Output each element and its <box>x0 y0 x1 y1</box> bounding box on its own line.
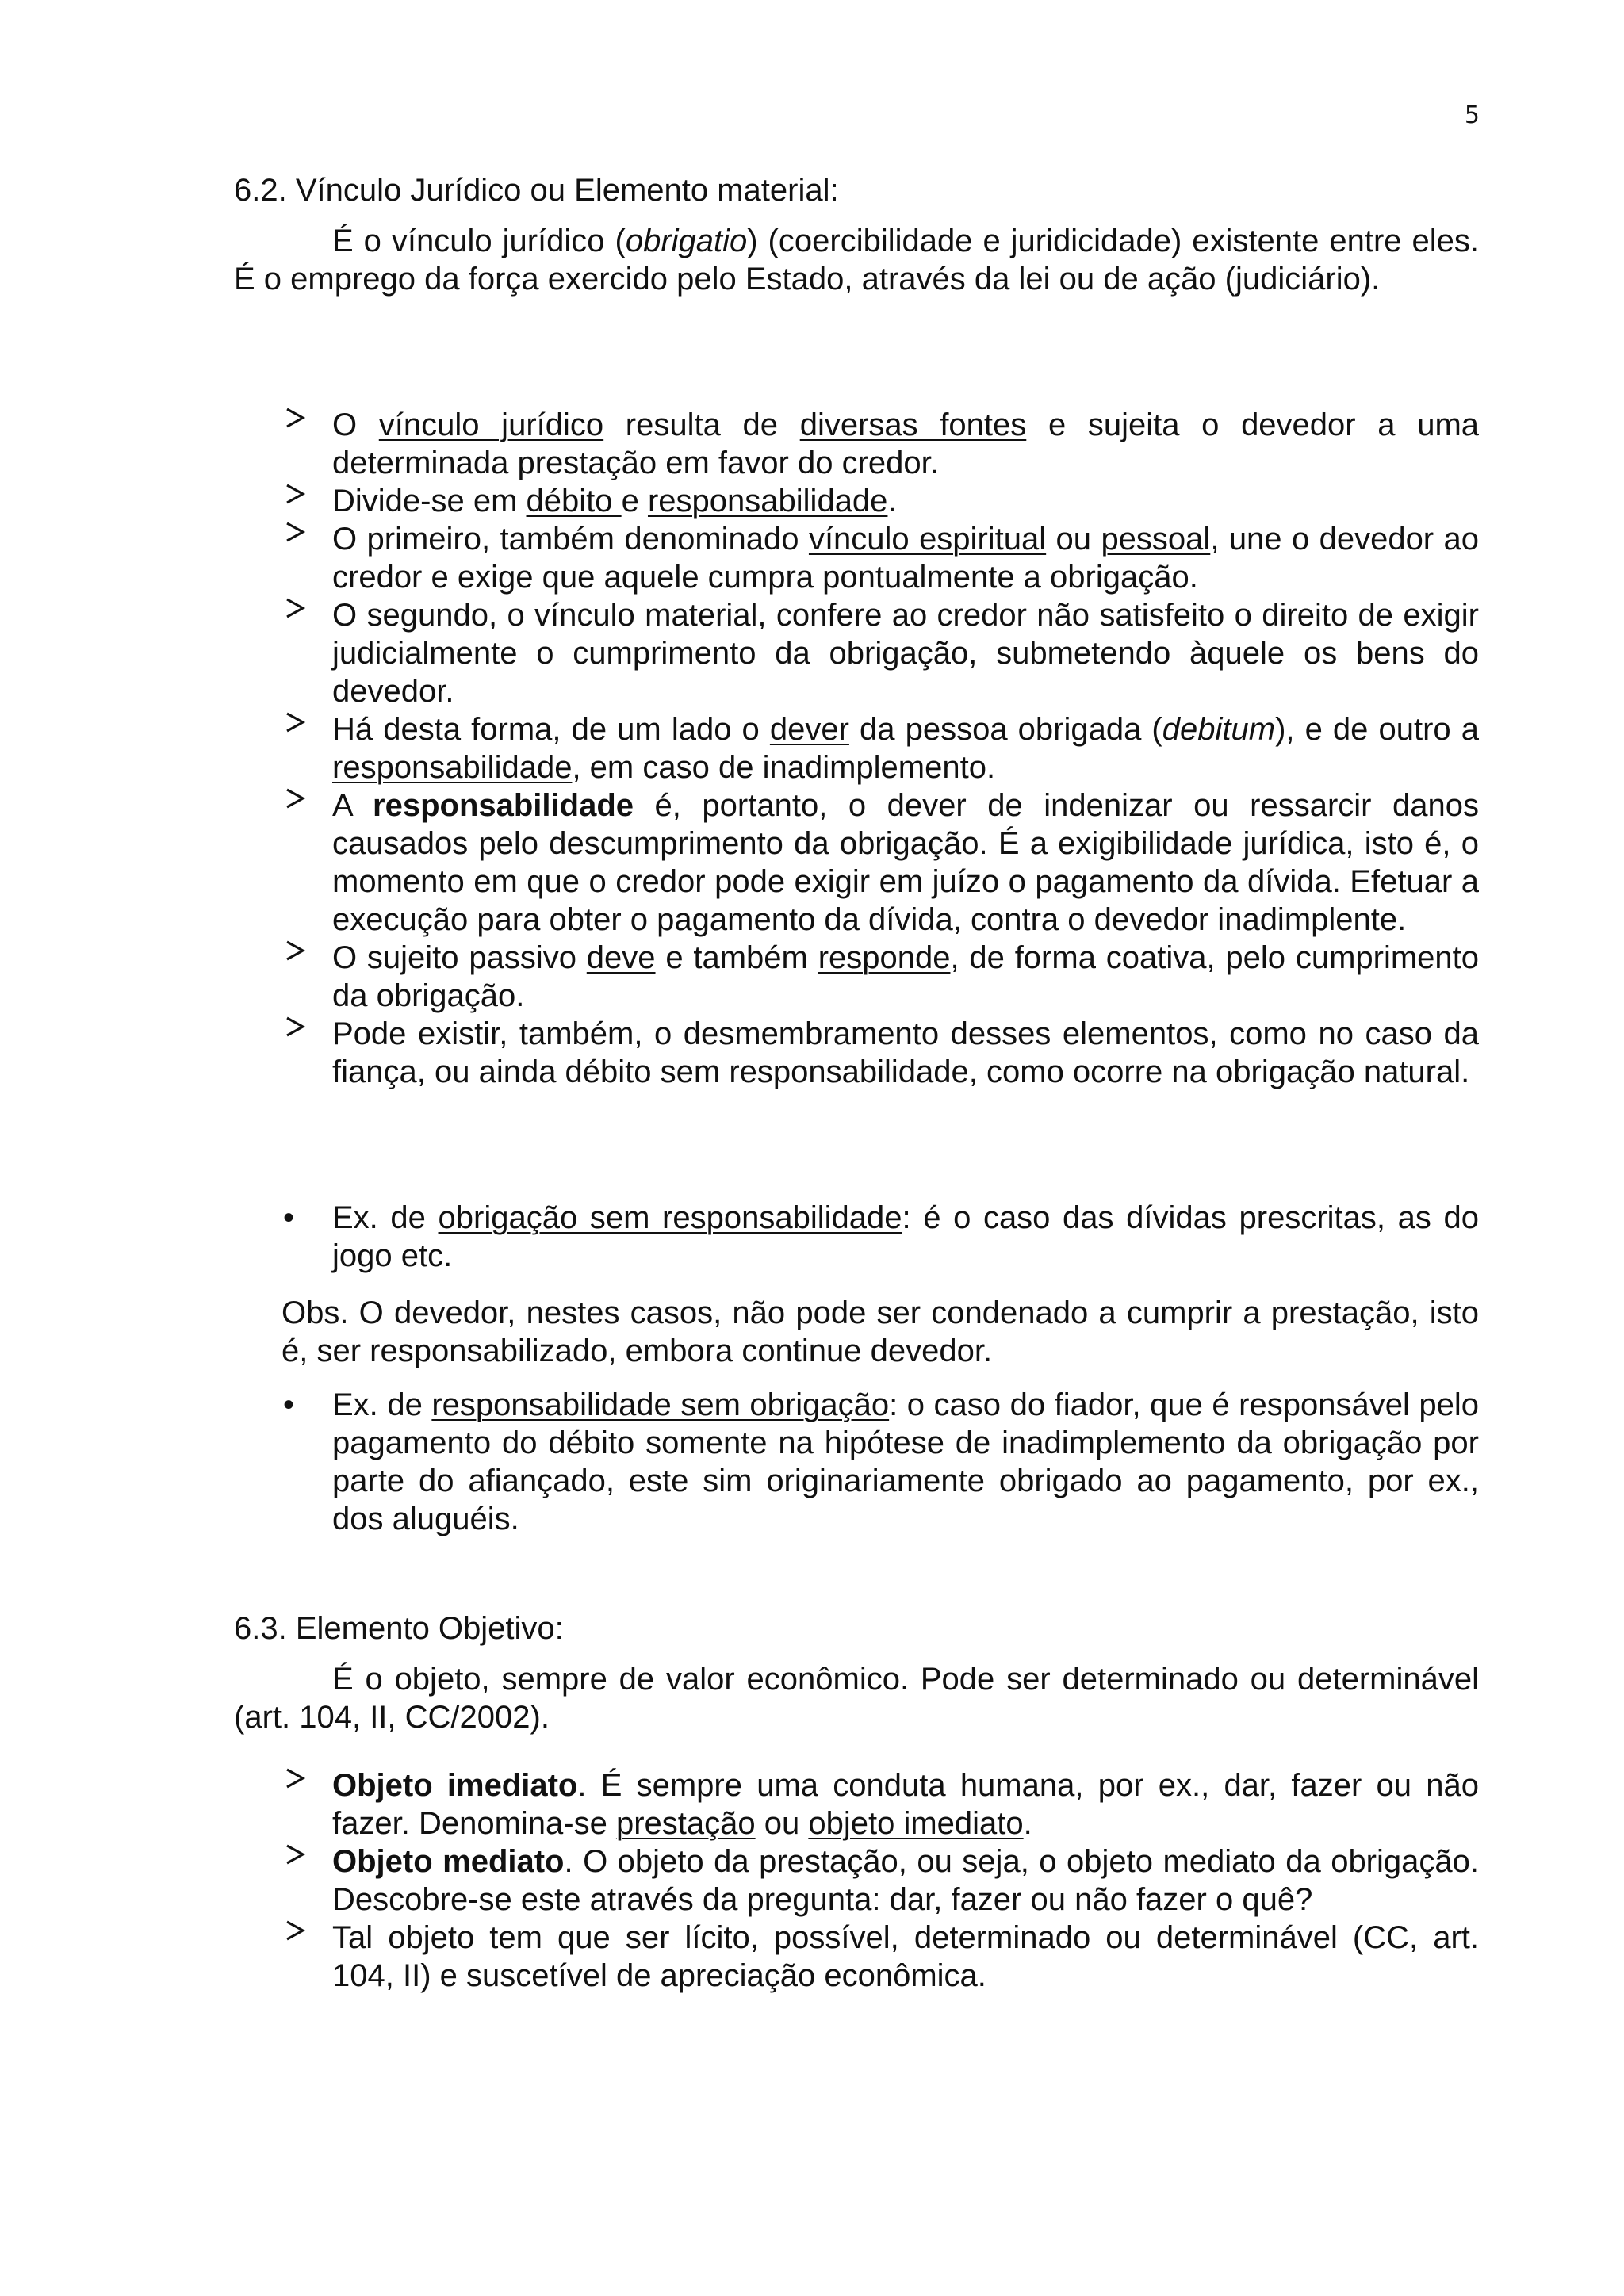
arrow-bullet-icon <box>283 406 307 430</box>
list-item: Há desta forma, de um lado o dever da pessoa obrigada (debitum), e de outro a responsabilidade, em caso de inadimplemento. <box>234 710 1479 786</box>
section-6-3-heading: 6.3. Elemento Objetivo: <box>234 1611 564 1646</box>
section-6-2-heading: 6.2. Vínculo Jurídico ou Elemento material: <box>234 173 839 208</box>
list-item: Tal objeto tem que ser lícito, possível, determinado ou determinável (CC, art. 104, II) e suscetível de apreciação econômica. <box>234 1919 1479 1995</box>
list-item: Objeto mediato. O objeto da prestação, ou seja, o objeto mediato da obrigação. Descobre-se este através da pregunta: dar, fazer ou não fazer o quê? <box>234 1843 1479 1919</box>
dot-bullet-icon: • <box>283 1200 295 1235</box>
arrow-bullet-icon <box>283 1843 307 1866</box>
list-item: • Ex. de responsabilidade sem obrigação: o caso do fiador, que é responsável pelo pagamento do débito somente na hipótese de inadimplemento da obrigação por parte do afiançado, este sim originariamente obrigado ao pagamento, por ex., dos aluguéis. <box>283 1387 1479 1536</box>
section-6-3-intro: É o objeto, sempre de valor econômico. Pode ser determinado ou determinável (art. 104, II, CC/2002). <box>234 1662 1479 1735</box>
list-item: O vínculo jurídico resulta de diversas fontes e sujeita o devedor a uma determinada prestação em favor do credor. <box>234 406 1479 482</box>
list-item: Pode existir, também, o desmembramento desses elementos, como no caso da fiança, ou ainda débito sem responsabilidade, como ocorre na obrigação natural. <box>234 1015 1479 1091</box>
arrow-bullet-icon <box>283 1919 307 1942</box>
arrow-bullet-icon <box>283 1766 307 1790</box>
arrow-bullet-icon <box>283 939 307 962</box>
list-item: • Ex. de obrigação sem responsabilidade: é o caso das dívidas prescritas, as do jogo etc. <box>283 1200 1479 1273</box>
arrow-bullet-icon <box>283 710 307 734</box>
arrow-bullet-icon <box>283 596 307 620</box>
arrow-bullet-icon <box>283 786 307 810</box>
example-list-1 <box>234 1199 1479 1275</box>
list-item: O sujeito passivo deve e também responde, de forma coativa, pelo cumprimento da obrigação. <box>234 939 1479 1015</box>
page-number: 5 <box>1464 101 1480 129</box>
dot-bullet-icon: • <box>283 1387 295 1422</box>
section-6-2-intro: É o vínculo jurídico (obrigatio) (coercibilidade e juridicidade) existente entre eles. É o emprego da força exercido pelo Estado, através da lei ou de ação (judiciário). <box>234 224 1479 297</box>
list-item: O primeiro, também denominado vínculo espiritual ou pessoal, une o devedor ao credor e exige que aquele cumpra pontualmente a obrigação. <box>234 520 1479 596</box>
arrow-bullet-icon <box>283 482 307 506</box>
obs-paragraph: Obs. O devedor, nestes casos, não pode ser condenado a cumprir a prestação, isto é, ser responsabilizado, embora continue devedor. <box>282 1295 1479 1368</box>
section-6-3-bullet-list <box>234 1766 1479 1995</box>
example-list-2 <box>234 1386 1479 1538</box>
arrow-bullet-icon <box>283 1015 307 1039</box>
section-6-2-bullet-list <box>234 406 1479 1091</box>
list-item: Objeto imediato. É sempre uma conduta humana, por ex., dar, fazer ou não fazer. Denomina-se prestação ou objeto imediato. <box>234 1766 1479 1843</box>
list-item: A responsabilidade é, portanto, o dever de indenizar ou ressarcir danos causados pelo descumprimento da obrigação. É a exigibilidade jurídica, isto é, o momento em que o credor pode exigir em juízo o pagamento da dívida. Efetuar a execução para obter o pagamento da dívida, contra o devedor inadimplente. <box>234 786 1479 939</box>
list-item: Divide-se em débito e responsabilidade. <box>234 482 1479 520</box>
arrow-bullet-icon <box>283 520 307 544</box>
list-item: O segundo, o vínculo material, confere ao credor não satisfeito o direito de exigir judicialmente o cumprimento da obrigação, submetendo àquele os bens do devedor. <box>234 596 1479 710</box>
